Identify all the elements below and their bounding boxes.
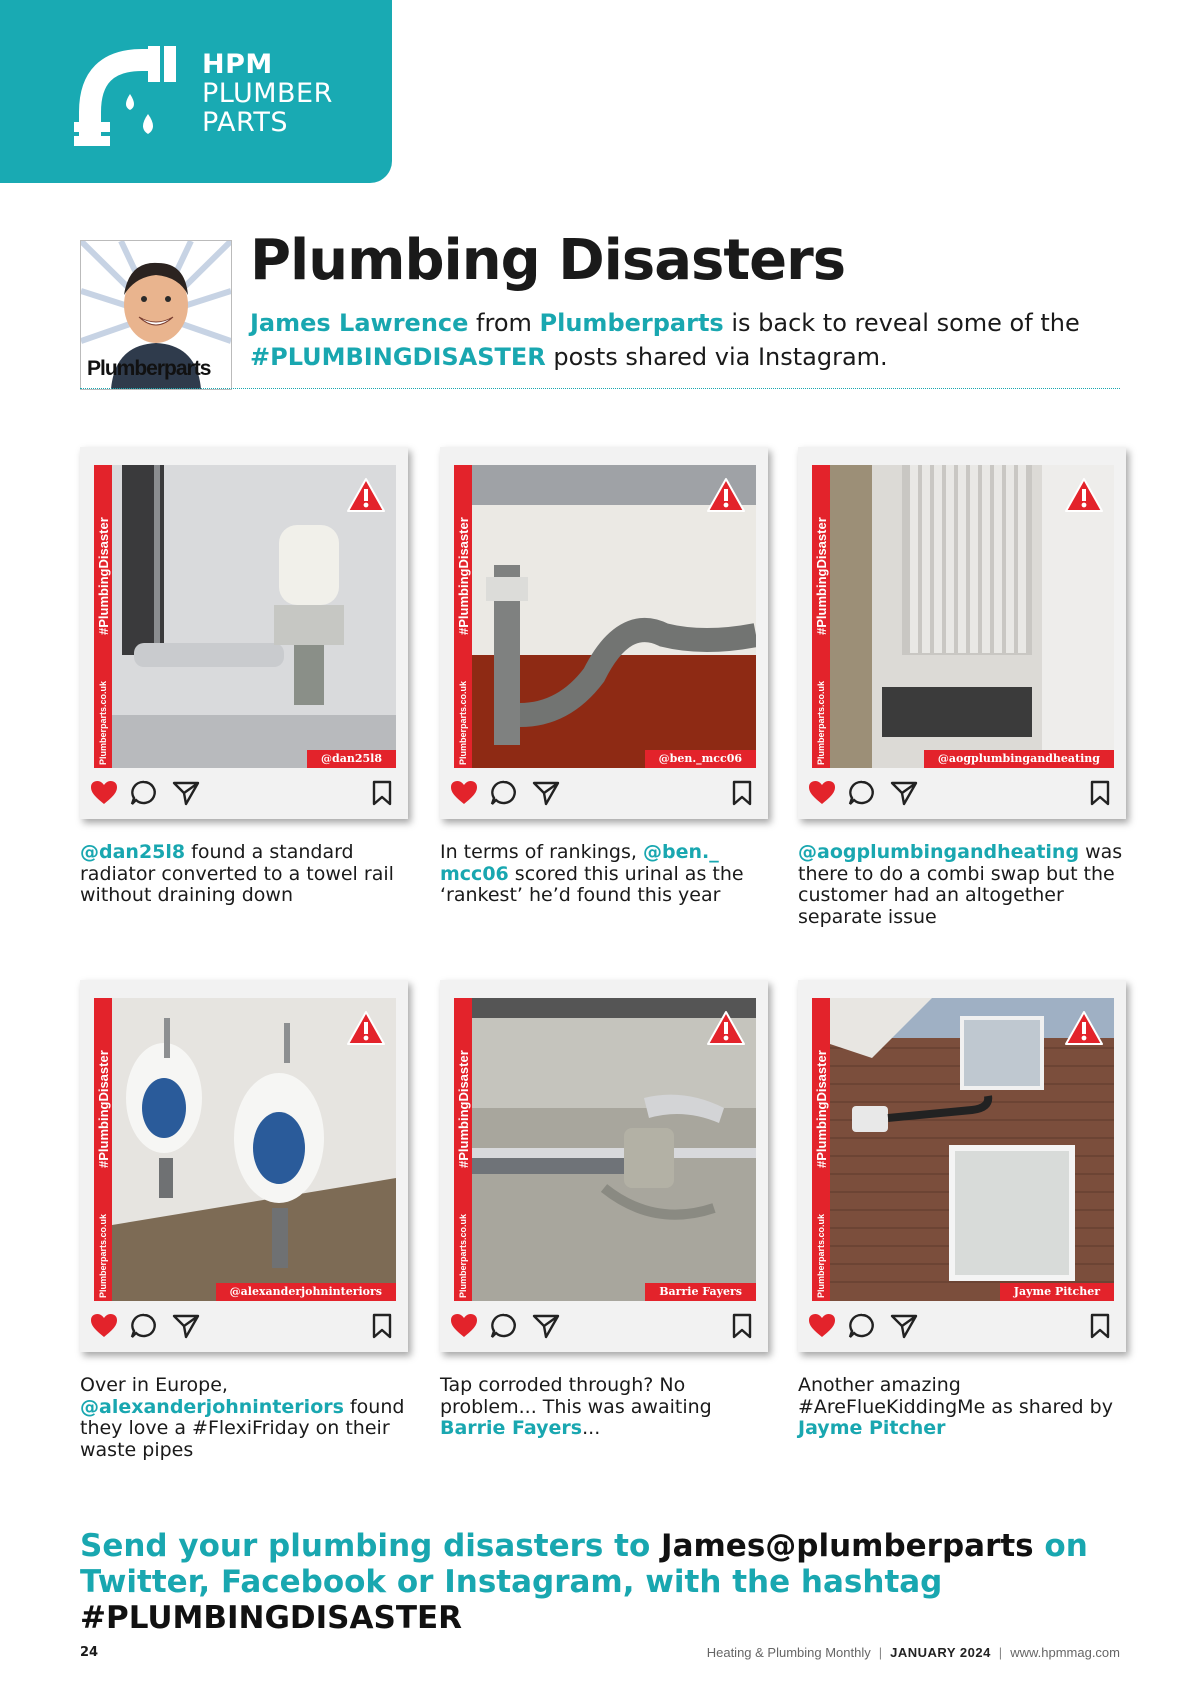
- instagram-post: [80, 980, 408, 1352]
- page-number: 24: [80, 1645, 99, 1660]
- post-actions: [808, 1313, 1116, 1343]
- post-side-text: [454, 475, 473, 765]
- post-photo[interactable]: [94, 465, 396, 768]
- comment-icon[interactable]: [490, 780, 518, 810]
- intro-hashtag: #PLUMBINGDISASTER: [250, 343, 546, 371]
- post-caption: [798, 1375, 1128, 1440]
- caption-text: was there to do a combi swap but the customer had an altogether separate issue: [798, 841, 1123, 928]
- intro-from: from: [468, 309, 540, 337]
- caption-text: found a standard radiator converted to a towel rail without draining down: [80, 841, 394, 906]
- brand-line-2: PLUMBER: [202, 78, 333, 109]
- comment-icon[interactable]: [130, 780, 158, 810]
- side-url: Plumberparts.co.uk: [458, 680, 468, 765]
- post-credit: @aogplumbingandheating: [924, 750, 1114, 768]
- caption-pre: Another amazing #AreFlueKiddingMe as shared by: [798, 1374, 1113, 1418]
- post-credit: @ben._mcc06: [645, 750, 756, 768]
- instagram-post: [798, 447, 1126, 819]
- post-caption: [440, 1375, 770, 1440]
- company-name: Plumberparts: [539, 309, 724, 337]
- bookmark-icon[interactable]: [732, 1313, 752, 1343]
- comment-icon[interactable]: [490, 1313, 518, 1343]
- side-hashtag: #PlumbingDisaster: [456, 1050, 471, 1168]
- post-actions: [90, 1313, 398, 1343]
- share-icon[interactable]: [890, 1313, 918, 1343]
- share-icon[interactable]: [172, 1313, 200, 1343]
- cta-part-1: Send your plumbing disasters to: [80, 1528, 662, 1564]
- intro-text: [250, 306, 1100, 374]
- footer-separator: |: [878, 1645, 883, 1660]
- side-hashtag: #PlumbingDisaster: [96, 517, 111, 635]
- side-hashtag: #PlumbingDisaster: [814, 517, 829, 635]
- post-photo[interactable]: [812, 465, 1114, 768]
- author-avatar: [80, 240, 232, 390]
- bookmark-icon[interactable]: [372, 1313, 392, 1343]
- header-tab: [0, 0, 392, 183]
- warning-icon: [1064, 1010, 1104, 1050]
- warning-icon: [346, 1010, 386, 1050]
- warning-icon: [346, 477, 386, 517]
- instagram-post: [798, 980, 1126, 1352]
- post-credit: @alexanderjohninteriors: [216, 1283, 396, 1301]
- comment-icon[interactable]: [848, 1313, 876, 1343]
- share-icon[interactable]: [890, 780, 918, 810]
- post-photo[interactable]: [454, 998, 756, 1301]
- caption-handle[interactable]: Jayme Pitcher: [798, 1417, 946, 1439]
- post-caption: [80, 842, 410, 907]
- share-icon[interactable]: [172, 780, 200, 810]
- side-url: Plumberparts.co.uk: [816, 680, 826, 765]
- post-side-text: [812, 475, 831, 765]
- comment-icon[interactable]: [130, 1313, 158, 1343]
- warning-icon: [1064, 477, 1104, 517]
- caption-pre: In terms of rankings,: [440, 841, 643, 863]
- share-icon[interactable]: [532, 1313, 560, 1343]
- intro-text-2: posts shared via Instagram.: [545, 343, 888, 371]
- post-actions: [808, 780, 1116, 810]
- share-icon[interactable]: [532, 780, 560, 810]
- heart-icon[interactable]: [450, 1313, 478, 1343]
- brand-line-1: HPM: [202, 49, 273, 80]
- side-url: Plumberparts.co.uk: [98, 680, 108, 765]
- post-caption: [80, 1375, 410, 1461]
- post-photo[interactable]: [454, 465, 756, 768]
- instagram-post: [440, 447, 768, 819]
- caption-handle[interactable]: @alexanderjohninteriors: [80, 1395, 344, 1418]
- brand-name: [202, 50, 333, 137]
- post-side-text: [94, 1008, 113, 1298]
- warning-icon: [706, 477, 746, 517]
- instagram-post: [80, 447, 408, 819]
- footer-publication: Heating & Plumbing Monthly: [706, 1645, 871, 1660]
- heart-icon[interactable]: [90, 1313, 118, 1343]
- post-credit: Jayme Pitcher: [1000, 1283, 1114, 1301]
- side-url: Plumberparts.co.uk: [98, 1213, 108, 1298]
- caption-handle[interactable]: @ben._ mcc06: [440, 841, 719, 885]
- avatar-brand-label: Plumberparts: [87, 357, 211, 380]
- heart-icon[interactable]: [808, 780, 836, 810]
- side-hashtag: #PlumbingDisaster: [96, 1050, 111, 1168]
- side-url: Plumberparts.co.uk: [458, 1213, 468, 1298]
- footer-issue: JANUARY 2024: [890, 1645, 991, 1660]
- comment-icon[interactable]: [848, 780, 876, 810]
- heart-icon[interactable]: [808, 1313, 836, 1343]
- post-actions: [450, 1313, 758, 1343]
- call-to-action: [80, 1528, 1140, 1636]
- brand-line-3: PARTS: [202, 107, 288, 138]
- bookmark-icon[interactable]: [732, 780, 752, 810]
- caption-text: scored this urinal as the ‘rankest’ he’d found this year: [440, 862, 744, 906]
- page-title: Plumbing Disasters: [250, 228, 846, 293]
- bookmark-icon[interactable]: [1090, 780, 1110, 810]
- caption-pre: Tap corroded through? No problem... This was awaiting: [440, 1374, 712, 1418]
- post-actions: [450, 780, 758, 810]
- heart-icon[interactable]: [450, 780, 478, 810]
- cta-part-2: on Twitter, Facebook or Instagram, with the hashtag: [80, 1528, 1088, 1600]
- caption-text: ...: [582, 1417, 601, 1439]
- footer-separator: |: [998, 1645, 1003, 1660]
- author-name: James Lawrence: [250, 309, 469, 337]
- footer-publication-info: [707, 1645, 1120, 1660]
- plumbing-pipe-logo-icon: [70, 42, 180, 152]
- post-side-text: [94, 475, 113, 765]
- title-divider: [80, 388, 1120, 389]
- caption-pre: Over in Europe,: [80, 1374, 228, 1396]
- post-side-text: [812, 1008, 831, 1298]
- cta-email: James@plumberparts: [661, 1528, 1034, 1564]
- post-photo[interactable]: [94, 998, 396, 1301]
- heart-icon[interactable]: [90, 780, 118, 810]
- warning-icon: [706, 1010, 746, 1050]
- side-hashtag: #PlumbingDisaster: [814, 1050, 829, 1168]
- bookmark-icon[interactable]: [1090, 1313, 1110, 1343]
- post-caption: [798, 842, 1128, 928]
- instagram-post: [440, 980, 768, 1352]
- bookmark-icon[interactable]: [372, 780, 392, 810]
- caption-handle[interactable]: @dan25l8: [80, 841, 186, 863]
- cta-hashtag: #PLUMBINGDISASTER: [80, 1600, 463, 1636]
- post-photo[interactable]: [812, 998, 1114, 1301]
- post-caption: [440, 842, 770, 907]
- caption-handle[interactable]: @aogplumbingandheating: [798, 841, 1080, 863]
- side-hashtag: #PlumbingDisaster: [456, 517, 471, 635]
- intro-text-1: is back to reveal some of the: [723, 309, 1080, 337]
- side-url: Plumberparts.co.uk: [816, 1213, 826, 1298]
- post-side-text: [454, 1008, 473, 1298]
- post-actions: [90, 780, 398, 810]
- post-credit: @dan25l8: [307, 750, 396, 768]
- post-credit: Barrie Fayers: [645, 1283, 756, 1301]
- footer-website-link[interactable]: www.hpmmag.com: [1010, 1645, 1120, 1660]
- caption-text: found they love a #FlexiFriday on their waste pipes: [80, 1395, 405, 1461]
- caption-handle[interactable]: Barrie Fayers: [440, 1417, 583, 1439]
